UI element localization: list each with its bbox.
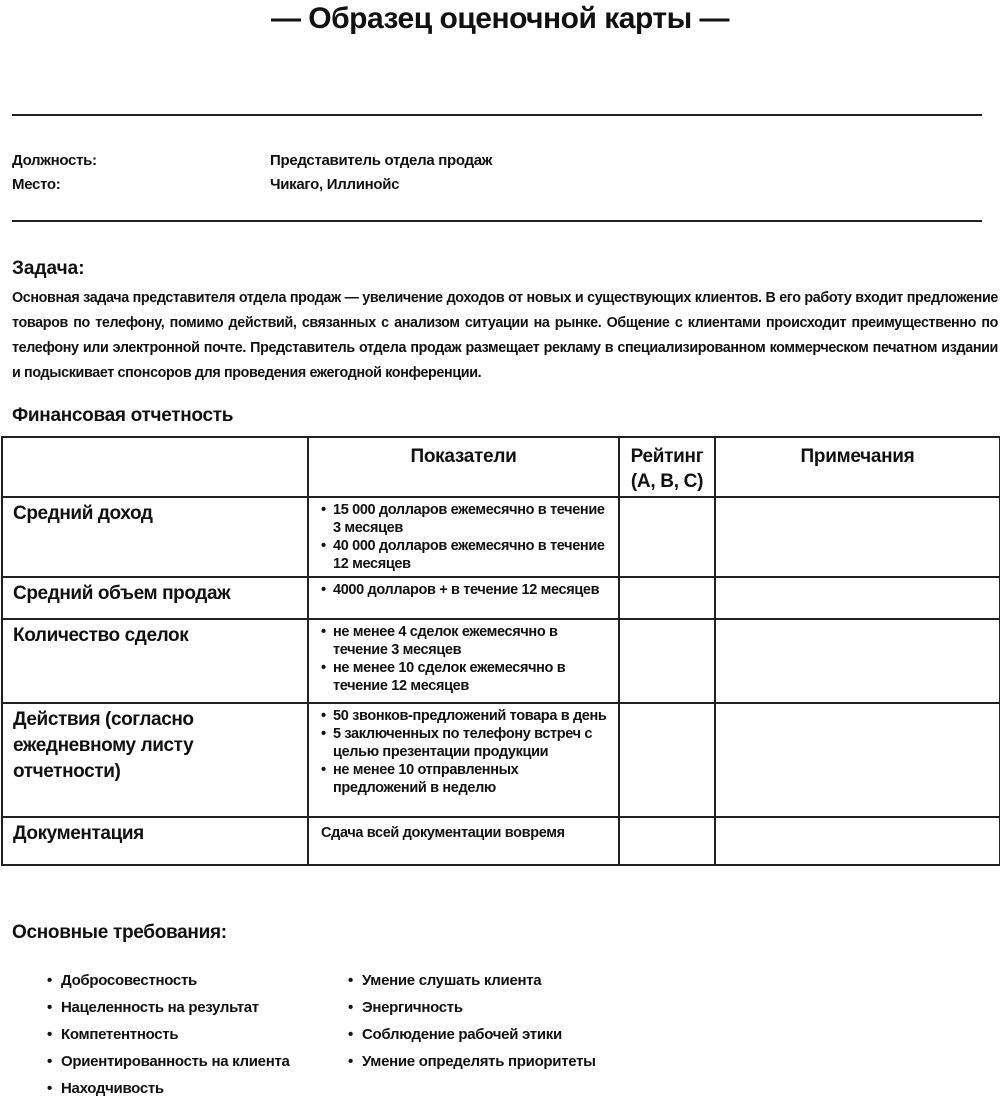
requirements-heading: Основные требования: [12, 922, 227, 943]
place-label: Место: [12, 176, 61, 193]
bullet-icon: • [47, 1026, 52, 1043]
place-value: Чикаго, Иллинойс [270, 176, 400, 193]
table-header-row [2, 437, 1000, 497]
header-notes: Примечания [715, 437, 1000, 497]
row-category: Средний объем продаж [2, 577, 308, 619]
indicator-item: • 5 заключенных по телефону встреч с целью презентации продукции [321, 725, 614, 761]
requirement-item [348, 997, 596, 1024]
requirement-item [348, 1024, 596, 1051]
notes-cell[interactable] [715, 817, 1000, 865]
divider-middle [12, 220, 982, 222]
requirement-text: Нацеленность на результат [61, 999, 259, 1016]
bullet-icon: • [348, 1026, 353, 1043]
table-row [2, 619, 1000, 703]
notes-cell[interactable] [715, 577, 1000, 619]
indicator-item: • не менее 4 сделок ежемесячно в течение 3 месяцев [321, 623, 614, 659]
task-heading: Задача: [12, 258, 85, 279]
indicator-item: • 4000 долларов + в течение 12 месяцев [321, 581, 614, 599]
row-indicator-text: Сдача всей документации вовремя [308, 817, 619, 865]
bullet-icon: • [47, 1080, 52, 1097]
indicator-item: • не менее 10 отправленных предложений в неделю [321, 761, 614, 797]
rating-cell[interactable] [619, 703, 715, 817]
indicator-item: • не менее 10 сделок ежемесячно в течение 12 месяцев [321, 659, 614, 695]
requirements-list-left [47, 970, 290, 1105]
requirement-item [348, 1051, 596, 1078]
table-row [2, 497, 1000, 577]
row-category: Действия (согласно ежедневному листу отчетности) [2, 703, 308, 817]
header-empty-cell [2, 437, 308, 497]
row-category: Средний доход [2, 497, 308, 577]
position-label: Должность: [12, 152, 97, 169]
position-value: Представитель отдела продаж [270, 152, 493, 169]
requirement-text: Умение слушать клиента [362, 972, 542, 989]
bullet-icon: • [348, 999, 353, 1016]
row-category: Количество сделок [2, 619, 308, 703]
requirement-text: Находчивость [61, 1080, 164, 1097]
requirement-text: Добросовестность [61, 972, 197, 989]
rating-cell[interactable] [619, 497, 715, 577]
bullet-icon: • [47, 1053, 52, 1070]
bullet-icon: • [348, 1053, 353, 1070]
requirement-item [47, 997, 290, 1024]
row-indicators [308, 703, 619, 817]
financial-table [1, 436, 1000, 866]
header-indicators: Показатели [308, 437, 619, 497]
row-indicators [308, 619, 619, 703]
table-row [2, 703, 1000, 817]
requirement-text: Умение определять приоритеты [362, 1053, 596, 1070]
indicator-item: • 40 000 долларов ежемесячно в течение 12 месяцев [321, 537, 614, 573]
requirement-text: Энергичность [362, 999, 463, 1016]
requirement-item [47, 970, 290, 997]
page-title: — Образец оценочной карты — [270, 2, 730, 35]
requirement-item [348, 970, 596, 997]
requirement-item [47, 1051, 290, 1078]
rating-cell[interactable] [619, 619, 715, 703]
rating-cell[interactable] [619, 817, 715, 865]
position-row [12, 152, 493, 169]
requirement-text: Компетентность [61, 1026, 179, 1043]
requirement-item [47, 1024, 290, 1051]
requirement-item [47, 1078, 290, 1105]
notes-cell[interactable] [715, 497, 1000, 577]
indicator-item: • 50 звонков-предложений товара в день [321, 707, 614, 725]
requirement-text: Ориентированность на клиента [61, 1053, 290, 1070]
bullet-icon: • [348, 972, 353, 989]
header-rating: Рейтинг (A, B, C) [619, 437, 715, 497]
requirement-text: Соблюдение рабочей этики [362, 1026, 562, 1043]
bullet-icon: • [47, 972, 52, 989]
financial-heading: Финансовая отчетность [12, 405, 234, 426]
place-row [12, 176, 400, 193]
bullet-icon: • [47, 999, 52, 1016]
row-category: Документация [2, 817, 308, 865]
row-indicators [308, 577, 619, 619]
rating-cell[interactable] [619, 577, 715, 619]
task-description: Основная задача представителя отдела продаж — увеличение доходов от новых и существующих клиентов. В его работу входит предложение товаров по телефону, помимо действий, связанных с анализом ситуации на рынке. Общение с клиентами происходит преимущественно по телефону или электронной почте. Представитель отдела продаж размещает рекламу в специализированном коммерческом печатном издании и подыскивает спонсоров для проведения ежегодной конференции. [12, 290, 998, 381]
row-indicators [308, 497, 619, 577]
notes-cell[interactable] [715, 703, 1000, 817]
requirements-list-right [348, 970, 596, 1078]
notes-cell[interactable] [715, 619, 1000, 703]
divider-top [12, 114, 982, 116]
table-row [2, 817, 1000, 865]
table-row [2, 577, 1000, 619]
indicator-item: • 15 000 долларов ежемесячно в течение 3 месяцев [321, 501, 614, 537]
